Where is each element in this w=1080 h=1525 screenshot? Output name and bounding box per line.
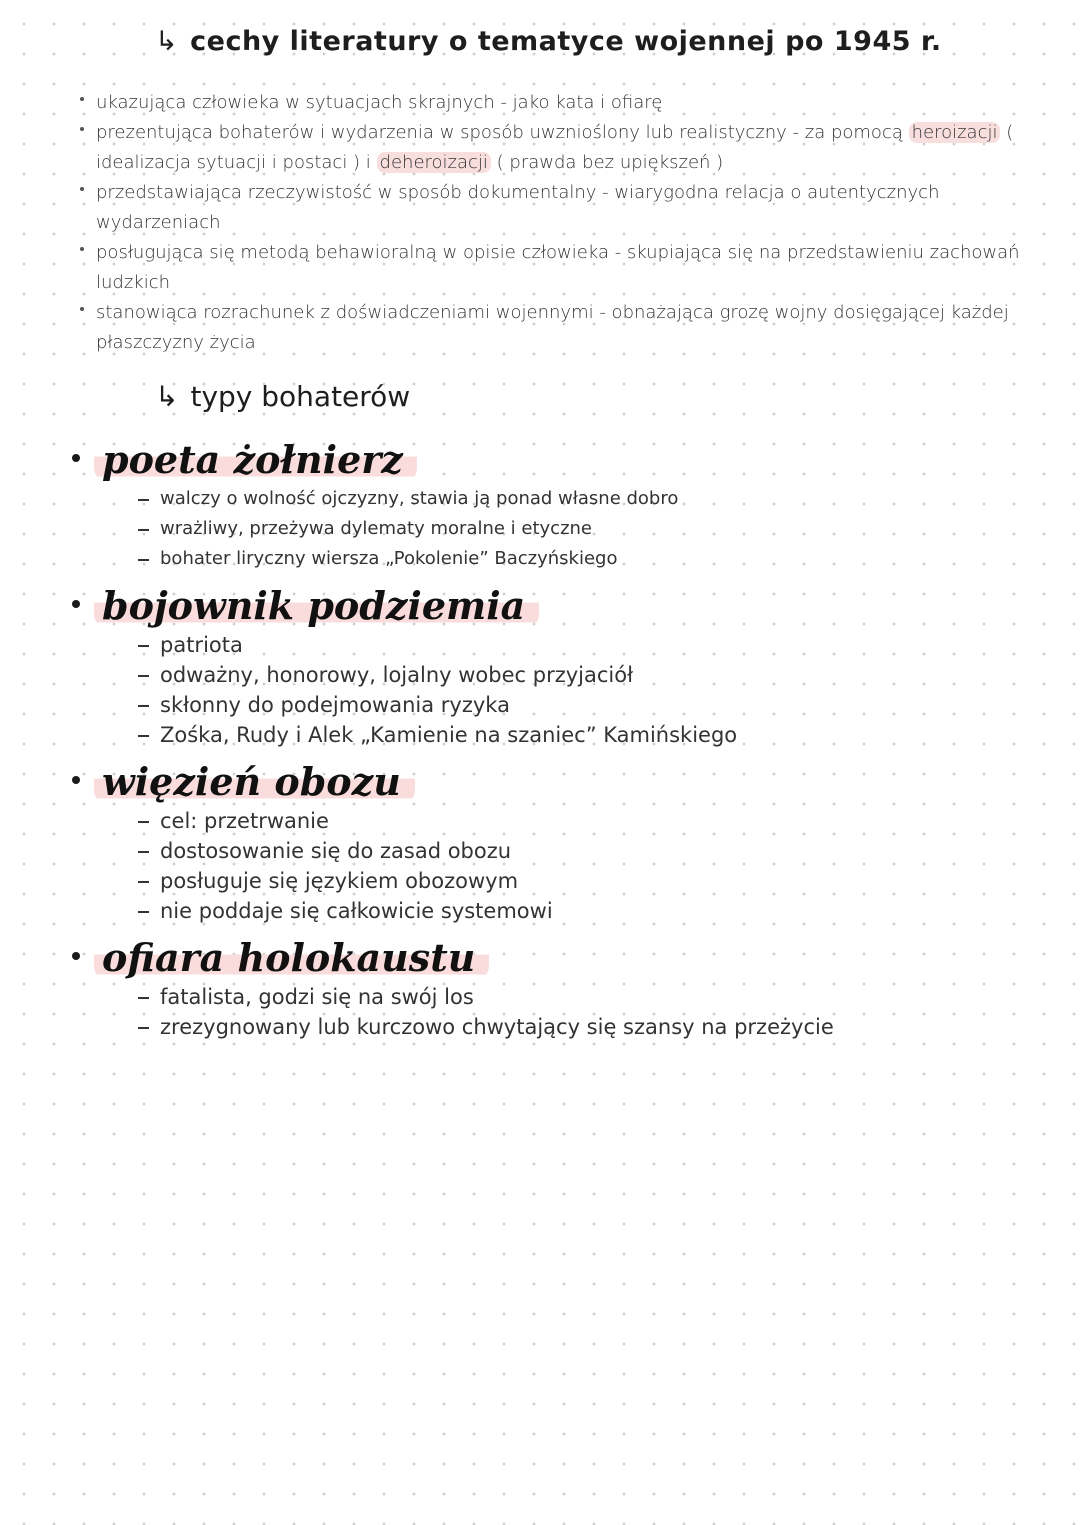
bullet-icon: [72, 454, 80, 462]
feature-text: ( idealizacja sytuacji i postaci ) i: [96, 122, 1014, 173]
hero-trait: cel: przetrwanie: [136, 806, 1032, 836]
hero-trait: skłonny do podejmowania ryzyka: [136, 690, 1032, 720]
hero-heading: poeta żołnierz: [94, 438, 417, 482]
hero-trait: posługuje się językiem obozowym: [136, 866, 1032, 896]
feature-item: [76, 298, 1056, 358]
hero-trait: Zośka, Rudy i Alek „Kamienie na szaniec” Kamińskiego: [136, 720, 1032, 750]
hero-trait: odważny, honorowy, lojalny wobec przyjaciół: [136, 660, 1032, 690]
section-subtitle-text: typy bohaterów: [190, 380, 411, 413]
feature-item: [76, 178, 1056, 238]
arrow-icon: ↳: [155, 26, 179, 57]
hero-type-bojownik-podziemia: [72, 584, 1032, 750]
hero-trait: fatalista, godzi się na swój los: [136, 982, 1032, 1012]
feature-item: [76, 88, 1056, 118]
highlight-heroizacja: heroizacji: [909, 122, 1001, 143]
hero-trait: dostosowanie się do zasad obozu: [136, 836, 1032, 866]
feature-item: [76, 238, 1056, 298]
page-title-text: cechy literatury o tematyce wojennej po 1945 r.: [190, 26, 942, 57]
hero-traits-list: [136, 484, 1032, 574]
hero-type-poeta-zolnierz: [72, 438, 1032, 574]
hero-heading: bojownik podziemia: [94, 584, 539, 628]
hero-trait: walczy o wolność ojczyzny, stawia ją ponad własne dobro: [136, 484, 1032, 514]
feature-text: posługująca się metodą behawioralną w opisie człowieka - skupiająca się na przedstawieniu zachowań ludzkich: [96, 242, 1020, 293]
hero-heading: ofiara holokaustu: [94, 936, 489, 980]
feature-item: [76, 118, 1056, 178]
hero-trait: patriota: [136, 630, 1032, 660]
hero-type-ofiara-holokaustu: [72, 936, 1032, 1042]
feature-text: ukazująca człowieka w sytuacjach skrajnych - jako kata i ofiarę: [96, 92, 663, 113]
page-title: [155, 26, 942, 57]
hero-traits-list: [136, 806, 1032, 926]
hero-type-wiezien-obozu: [72, 760, 1032, 926]
feature-text: przedstawiająca rzeczywistość w sposób dokumentalny - wiarygodna relacja o autentycznych wydarzeniach: [96, 182, 940, 233]
hero-trait: bohater liryczny wiersza „Pokolenie” Baczyńskiego: [136, 544, 1032, 574]
features-list: [76, 88, 1056, 358]
hero-trait: wrażliwy, przeżywa dylematy moralne i etyczne: [136, 514, 1032, 544]
hero-traits-list: [136, 630, 1032, 750]
arrow-icon: ↳: [155, 380, 179, 413]
hero-trait: nie poddaje się całkowicie systemowi: [136, 896, 1032, 926]
bullet-icon: [72, 600, 80, 608]
highlight-deheroizacja: deheroizacji: [377, 152, 491, 173]
bullet-icon: [72, 952, 80, 960]
feature-text: ( prawda bez upiększeń ): [490, 152, 724, 173]
feature-text: stanowiąca rozrachunek z doświadczeniami wojennymi - obnażająca grozę wojny dosięgającej każdej płaszczyzny życia: [96, 302, 1009, 353]
bullet-icon: [72, 776, 80, 784]
hero-trait: zrezygnowany lub kurczowo chwytający się szansy na przeżycie: [136, 1012, 1032, 1042]
feature-text: prezentująca bohaterów i wydarzenia w sposób uwznioślony lub realistyczny - za pomocą: [96, 122, 909, 143]
hero-heading: więzień obozu: [94, 760, 415, 804]
hero-traits-list: [136, 982, 1032, 1042]
section-subtitle: [155, 380, 410, 413]
